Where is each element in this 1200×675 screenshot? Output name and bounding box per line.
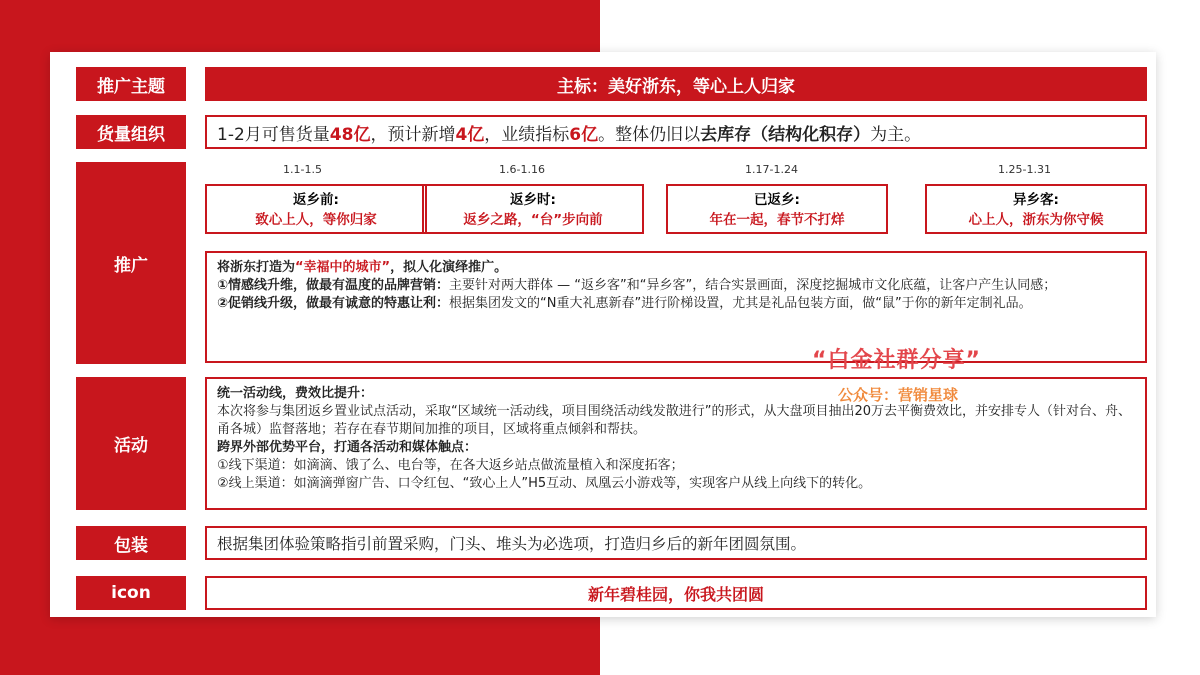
promo-intro: [217, 259, 1135, 277]
promo-line-sales: [217, 295, 1135, 313]
promo-intro-a: 将浙东打造为: [217, 260, 296, 275]
phase-title: 返乡前:: [293, 192, 339, 208]
activity-heading-unified: 统一活动线，费效比提升：: [217, 386, 374, 401]
volume-target: 6亿: [569, 124, 599, 145]
activity-offline-channels: ①线下渠道：如滴滴、饿了么、电台等，在各大返乡站点做流量植入和深度拓客；: [217, 458, 684, 473]
activity-heading-crossover: 跨界外部优势平台，打通各活动和媒体触点：: [217, 440, 478, 455]
promo-line-emotion: [217, 277, 1135, 295]
row-label-icon: icon: [76, 576, 186, 610]
promo-intro-highlight: “幸福中的城市”: [295, 260, 391, 275]
promo-line-emotion-title: ①情感线升维，做最有温度的品牌营销：: [217, 278, 450, 293]
phase-title: 返乡时:: [510, 192, 556, 208]
phase-card: [925, 184, 1147, 234]
promo-detail: [205, 251, 1147, 363]
phase-slogan: 返乡之路，“台”步向前: [463, 212, 603, 228]
volume-text-2: ，预计新增: [370, 124, 456, 145]
watermark-sub: 公众号：营销星球: [838, 386, 959, 404]
phase-title: 异乡客:: [1013, 192, 1059, 208]
phase-date: 1.1-1.5: [283, 163, 322, 176]
promo-line-emotion-text: 主要针对两大群体 — “返乡客”和“异乡客”，结合实景画面，深度挖掘城市文化底蕴，让客户产生认同感；: [449, 278, 1057, 293]
phase-slogan: 致心上人，等你归家: [255, 212, 377, 228]
row-label-theme: 推广主题: [76, 67, 186, 101]
phase-card: [422, 184, 644, 234]
phase-card: [205, 184, 427, 234]
row-label-activity: 活动: [76, 377, 186, 510]
volume-saleable: 48亿: [329, 124, 371, 145]
volume-text-5: 为主。: [870, 124, 922, 145]
watermark-main: “白金社群分享”: [812, 348, 981, 373]
icon-slogan: 新年碧桂园，你我共团圆: [205, 576, 1147, 610]
activity-online-channels: ②线上渠道：如滴滴弹窗广告、口令红包、“致心上人”H5互动、凤凰云小游戏等，实现客户从线上向线下的转化。: [217, 476, 872, 491]
theme-headline: 主标：美好浙东，等心上人归家: [205, 67, 1147, 101]
volume-new: 4亿: [455, 124, 485, 145]
volume-statement: [205, 115, 1147, 149]
row-label-packaging: 包装: [76, 526, 186, 560]
activity-detail: [205, 377, 1147, 510]
volume-text-1: 1-2月可售货量: [217, 124, 330, 145]
phase-slogan: 年在一起，春节不打烊: [709, 212, 845, 228]
volume-text-4: 。整体仍旧以: [598, 124, 701, 145]
activity-text-unified: 本次将参与集团返乡置业试点活动，采取“区域统一活动线，项目围绕活动线发散进行”的形式，从大盘项目抽出20万去平衡费效比，并安排专人（针对台、舟、甬各城）监督落地；若存在春节期间加推的项目，区域将重点倾斜和帮扶。: [217, 404, 1132, 437]
volume-key-strategy: 去库存（结构化积存）: [700, 124, 871, 145]
phase-title: 已返乡:: [754, 192, 800, 208]
volume-text-3: ，业绩指标: [484, 124, 570, 145]
phase-date: 1.6-1.16: [499, 163, 545, 176]
row-label-promo: 推广: [76, 162, 186, 364]
phase-card: [666, 184, 888, 234]
phase-date: 1.25-1.31: [998, 163, 1051, 176]
promo-line-sales-title: ②促销线升级，做最有诚意的特惠让利：: [217, 296, 450, 311]
phase-slogan: 心上人，浙东为你守候: [968, 212, 1104, 228]
packaging-text: 根据集团体验策略指引前置采购，门头、堆头为必选项，打造归乡后的新年团圆氛围。: [205, 526, 1147, 560]
promo-line-sales-text: 根据集团发文的“N重大礼惠新春”进行阶梯设置，尤其是礼品包装方面，做“鼠”于你的新年定制礼品。: [449, 296, 1032, 311]
row-label-volume: 货量组织: [76, 115, 186, 149]
promo-intro-b: ，拟人化演绎推广。: [390, 260, 508, 275]
phase-date: 1.17-1.24: [745, 163, 798, 176]
